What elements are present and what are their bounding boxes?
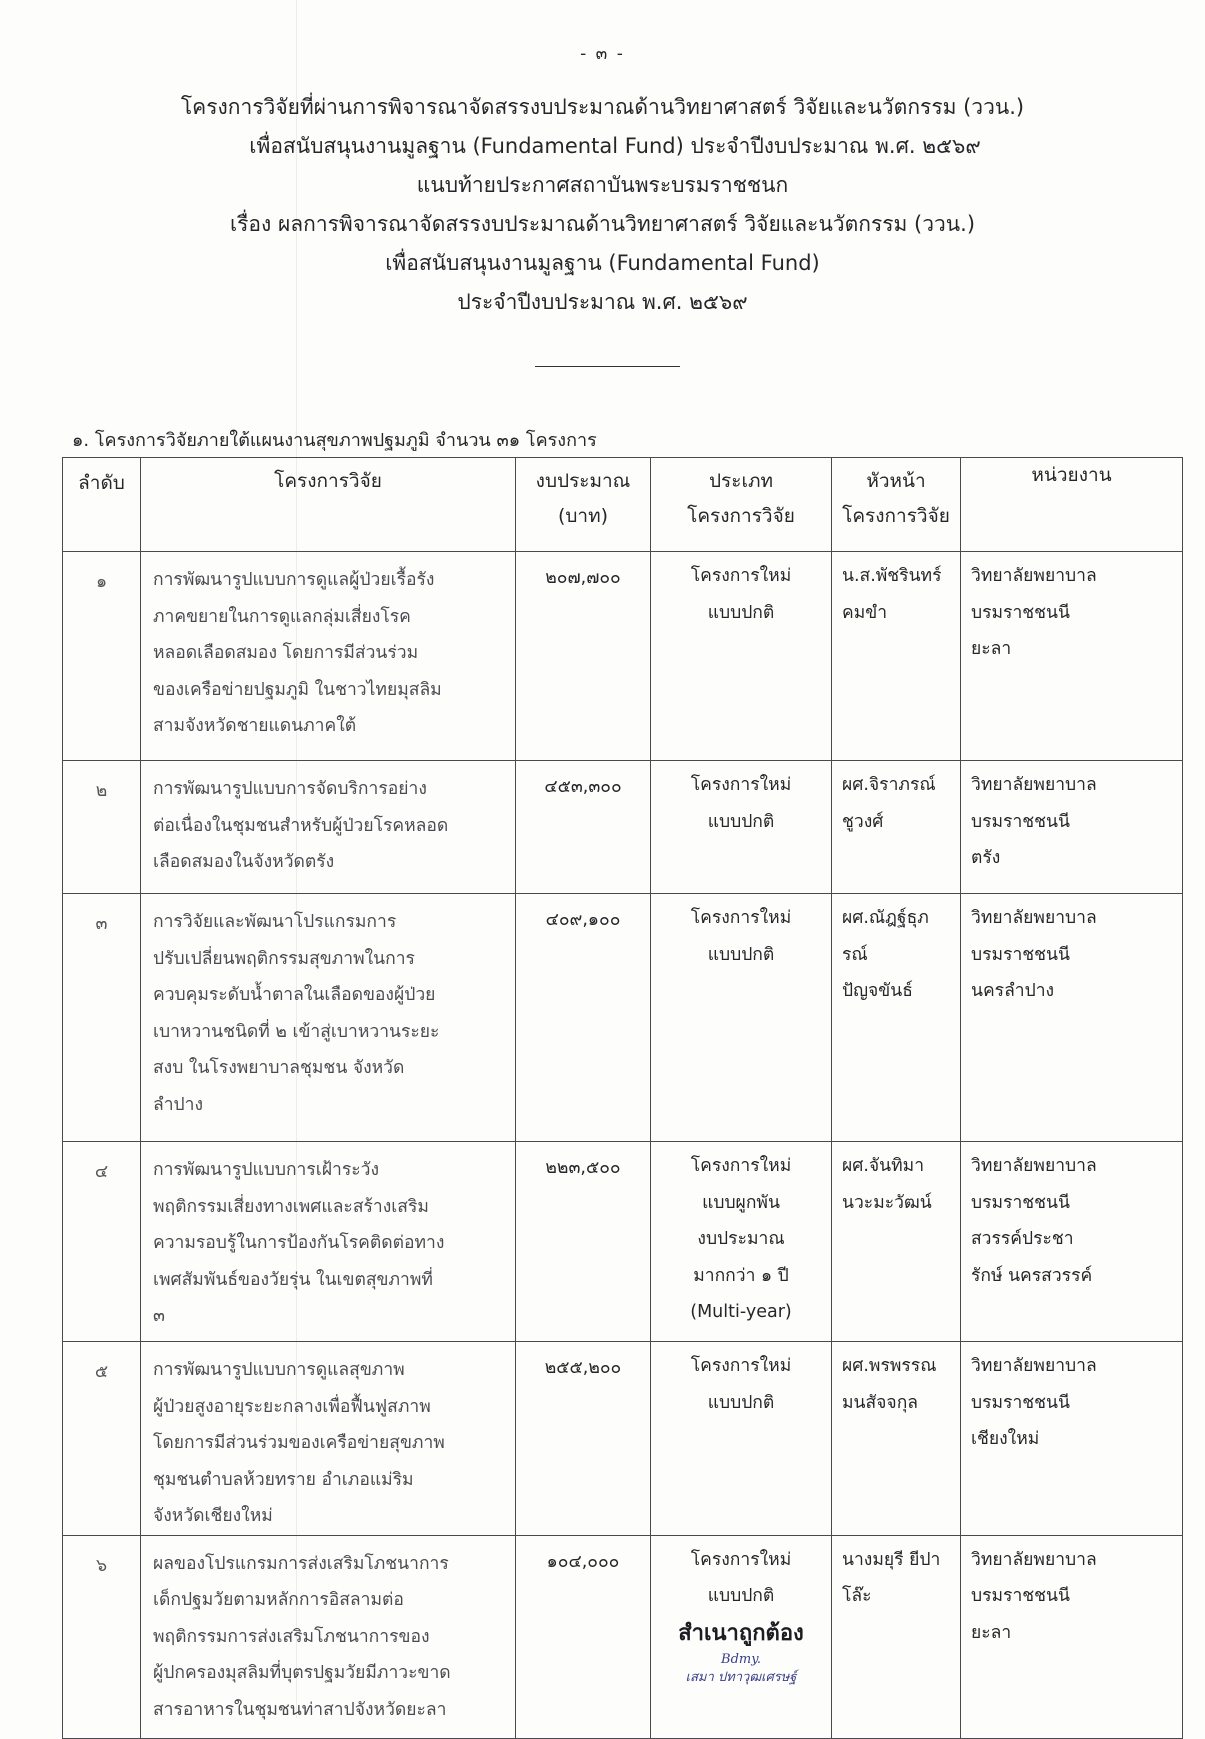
certified-copy-stamp	[655, 1617, 827, 1687]
heading-line-2: เพื่อสนับสนุนงานมูลฐาน (Fundamental Fund) ประจำปีงบประมาณ พ.ศ. ๒๕๖๙	[249, 134, 981, 158]
header-budget: งบประมาณ (บาท)	[516, 458, 651, 552]
cell-head: ผศ.จิราภรณ์ ชูวงศ์	[832, 761, 961, 894]
cell-unit: วิทยาลัยพยาบาล บรมราชชนนี สวรรค์ประชา รักษ์ นครสวรรค์	[961, 1142, 1183, 1342]
cell-budget: ๒๐๗,๗๐๐	[516, 552, 651, 761]
signer-name: เสมา ปทาวุฒเศรษฐ์	[685, 1669, 797, 1685]
header-head: หัวหน้า โครงการวิจัย	[832, 458, 961, 552]
table-row	[63, 761, 1183, 894]
cell-type: โครงการใหม่ แบบปกติ สำเนาถูกต้อง Bdmy. เสมา ปทาวุฒเศรษฐ์	[651, 1535, 832, 1738]
table-row	[63, 552, 1183, 761]
cell-unit: วิทยาลัยพยาบาล บรมราชชนนี เชียงใหม่	[961, 1342, 1183, 1536]
cell-title: การวิจัยและพัฒนาโปรแกรมการ ปรับเปลี่ยนพฤติกรรมสุขภาพในการ ควบคุมระดับน้ำตาลในเลือดของผู้ป่วย เบาหวานชนิดที่ ๒ เข้าสู่เบาหวานระยะ สงบ ในโรงพยาบาลชุมชน จังหวัด ลำปาง	[141, 894, 516, 1142]
table-row	[63, 894, 1183, 1142]
cell-no: ๒	[63, 761, 141, 894]
heading-divider	[535, 366, 680, 367]
cell-budget: ๔๐๙,๑๐๐	[516, 894, 651, 1142]
stamp-text: สำเนาถูกต้อง	[678, 1620, 804, 1646]
cell-title: ผลของโปรแกรมการส่งเสริมโภชนาการ เด็กปฐมวัยตามหลักการอิสลามต่อ พฤติกรรมการส่งเสริมโภชนาการของ ผู้ปกครองมุสลิมที่บุตรปฐมวัยมีภาวะขาด สารอาหารในชุมชนท่าสาปจังหวัดยะลา	[141, 1535, 516, 1738]
table-row	[63, 1142, 1183, 1342]
cell-budget: ๒๕๕,๒๐๐	[516, 1342, 651, 1536]
cell-unit: วิทยาลัยพยาบาล บรมราชชนนี ตรัง	[961, 761, 1183, 894]
cell-no: ๓	[63, 894, 141, 1142]
header-title: โครงการวิจัย	[141, 458, 516, 552]
cell-title: การพัฒนารูปแบบการเฝ้าระวัง พฤติกรรมเสี่ยงทางเพศและสร้างเสริม ความรอบรู้ในการป้องกันโรคติดต่อทาง เพศสัมพันธ์ของวัยรุ่น ในเขตสุขภาพที่ ๓	[141, 1142, 516, 1342]
cell-head: น.ส.พัชรินทร์ คมขำ	[832, 552, 961, 761]
projects-table	[62, 457, 1183, 1739]
heading-line-4: เรื่อง ผลการพิจารณาจัดสรรงบประมาณด้านวิทยาศาสตร์ วิจัยและนวัตกรรม (ววน.)	[229, 212, 976, 236]
cell-type: โครงการใหม่ แบบปกติ	[651, 552, 832, 761]
heading-line-1: โครงการวิจัยที่ผ่านการพิจารณาจัดสรรงบประมาณด้านวิทยาศาสตร์ วิจัยและนวัตกรรม (ววน.)	[180, 95, 1025, 119]
section-title: ๑. โครงการวิจัยภายใต้แผนงานสุขภาพปฐมภูมิ จำนวน ๓๑ โครงการ	[72, 430, 597, 451]
cell-unit: วิทยาลัยพยาบาล บรมราชชนนี นครลำปาง	[961, 894, 1183, 1142]
heading-line-3: แนบท้ายประกาศสถาบันพระบรมราชชนก	[416, 173, 789, 197]
cell-no: ๕	[63, 1342, 141, 1536]
header-no: ลำดับ	[63, 458, 141, 552]
cell-budget: ๑๐๔,๐๐๐	[516, 1535, 651, 1738]
cell-no: ๔	[63, 1142, 141, 1342]
cell-no: ๑	[63, 552, 141, 761]
cell-title: การพัฒนารูปแบบการจัดบริการอย่าง ต่อเนื่องในชุมชนสำหรับผู้ป่วยโรคหลอด เลือดสมองในจังหวัดตรัง	[141, 761, 516, 894]
cell-head: ผศ.ณัฎฐ์ธุภรณ์ ปัญจขันธ์	[832, 894, 961, 1142]
cell-type: โครงการใหม่ แบบปกติ	[651, 894, 832, 1142]
table-header-row	[63, 458, 1183, 552]
signature: Bdmy.	[721, 1651, 761, 1667]
cell-unit: วิทยาลัยพยาบาล บรมราชชนนี ยะลา	[961, 552, 1183, 761]
header-type: ประเภท โครงการวิจัย	[651, 458, 832, 552]
cell-budget: ๔๕๓,๓๐๐	[516, 761, 651, 894]
table-row	[63, 1342, 1183, 1536]
cell-title: การพัฒนารูปแบบการดูแลสุขภาพ ผู้ป่วยสูงอายุระยะกลางเพื่อฟื้นฟูสภาพ โดยการมีส่วนร่วมของเครือข่ายสุขภาพ ชุมชนตำบลห้วยทราย อำเภอแม่ริม จังหวัดเชียงใหม่	[141, 1342, 516, 1536]
table-row	[63, 1535, 1183, 1738]
cell-head: ผศ.พรพรรณ มนสัจจกุล	[832, 1342, 961, 1536]
header-unit: หน่วยงาน	[961, 458, 1183, 552]
heading-line-5: เพื่อสนับสนุนงานมูลฐาน (Fundamental Fund)	[385, 251, 820, 275]
heading-line-6: ประจำปีงบประมาณ พ.ศ. ๒๕๖๙	[457, 290, 748, 314]
document-heading	[0, 88, 1205, 322]
cell-head: นางมยุรี ยีปา โล๊ะ	[832, 1535, 961, 1738]
cell-budget: ๒๒๓,๕๐๐	[516, 1142, 651, 1342]
cell-type: โครงการใหม่ แบบปกติ	[651, 1342, 832, 1536]
cell-unit: วิทยาลัยพยาบาล บรมราชชนนี ยะลา	[961, 1535, 1183, 1738]
cell-head: ผศ.จันทิมา นวะมะวัฒน์	[832, 1142, 961, 1342]
cell-type: โครงการใหม่ แบบผูกพัน งบประมาณ มากกว่า ๑ ปี (Multi-year)	[651, 1142, 832, 1342]
page-number: - ๓ -	[580, 44, 625, 64]
cell-title: การพัฒนารูปแบบการดูแลผู้ป่วยเรื้อรัง ภาคขยายในการดูแลกลุ่มเสี่ยงโรค หลอดเลือดสมอง โดยการมีส่วนร่วม ของเครือข่ายปฐมภูมิ ในชาวไทยมุสลิม สามจังหวัดชายแดนภาคใต้	[141, 552, 516, 761]
cell-no: ๖	[63, 1535, 141, 1738]
cell-type: โครงการใหม่ แบบปกติ	[651, 761, 832, 894]
